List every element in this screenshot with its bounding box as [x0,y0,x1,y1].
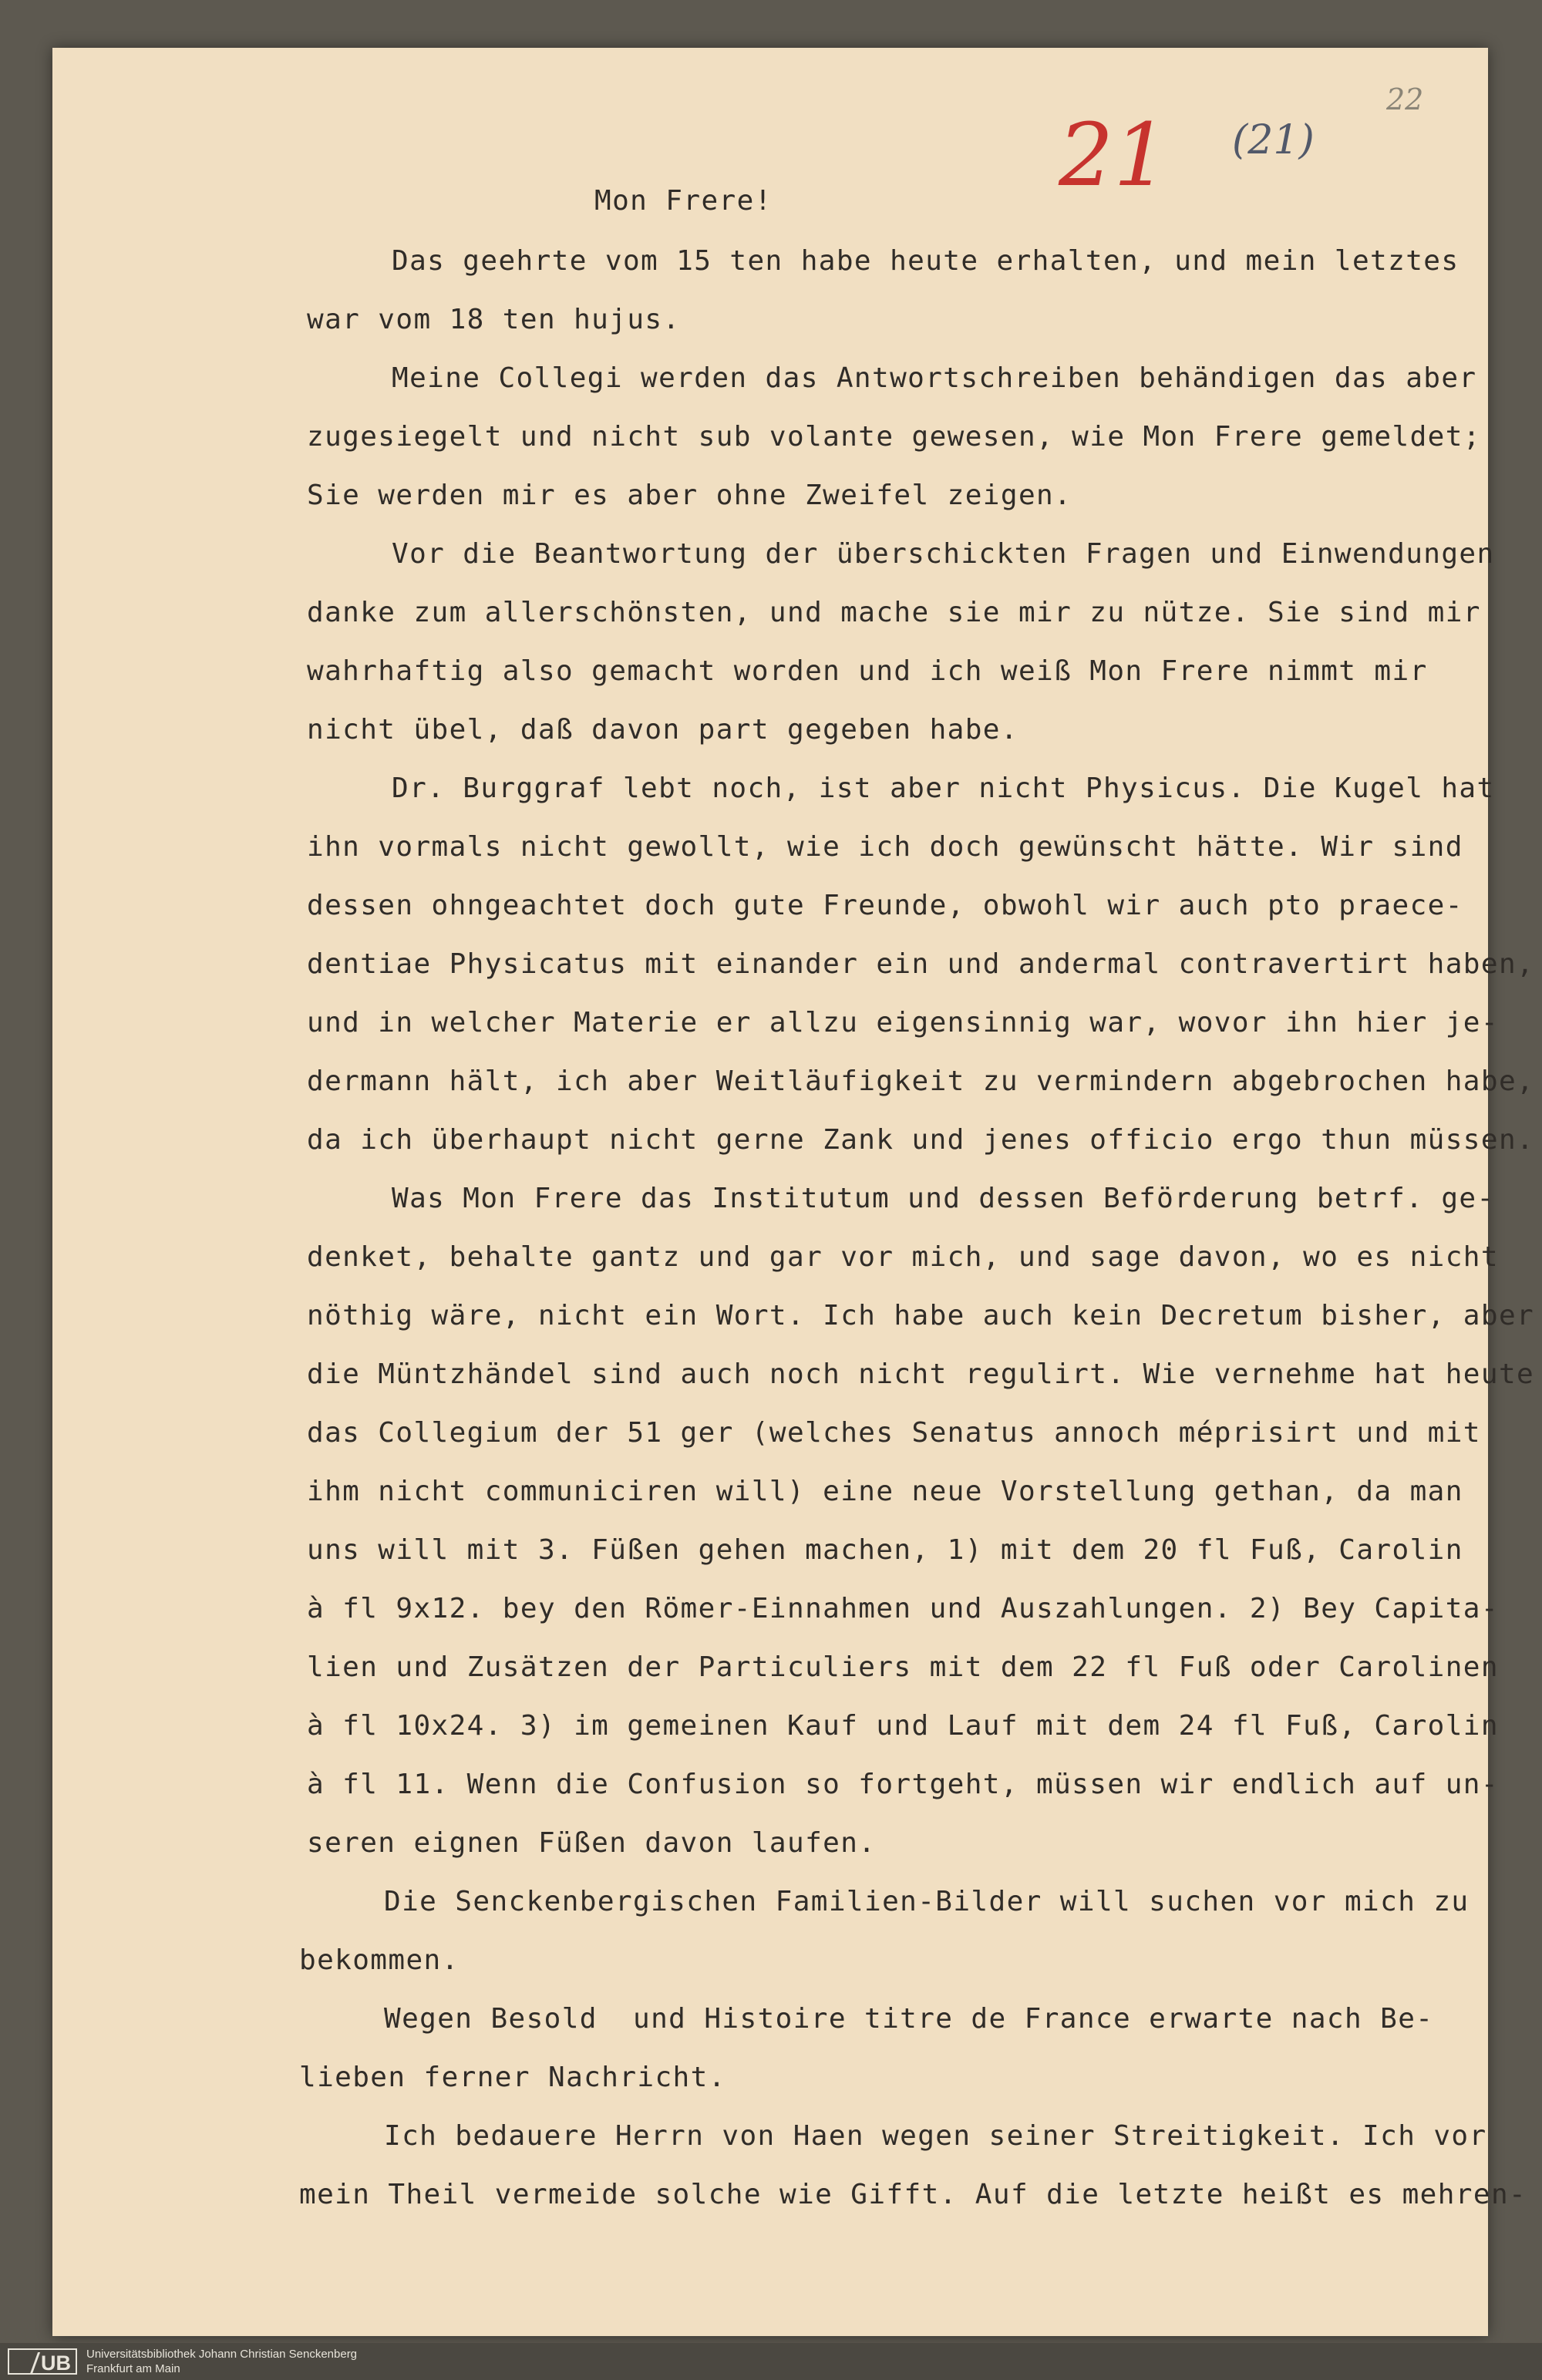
text-line: bekommen. [299,1944,460,1976]
text-line: denket, behalte gantz und gar vor mich, und sage davon, wo es nicht [307,1241,1499,1273]
text-line: Die Senckenbergischen Familien-Bilder will suchen vor mich zu [384,1886,1470,1917]
text-line: Sie werden mir es aber ohne Zweifel zeigen. [307,480,1072,511]
logo-text: UB [41,2351,71,2375]
text-line: wahrhaftig also gemacht worden und ich weiß Mon Frere nimmt mir [307,655,1428,687]
text-line: dessen ohngeachtet doch gute Freunde, obwohl wir auch pto praece- [307,890,1463,921]
ink-folio-number: (21) [1232,117,1315,163]
text-line: nöthig wäre, nicht ein Wort. Ich habe auch kein Decretum bisher, aber [307,1300,1535,1331]
footer-institution: Universitätsbibliothek Johann Christian Senckenberg [86,2348,358,2361]
text-line: Vor die Beantwortung der überschickten Fragen und Einwendungen [392,538,1495,570]
salutation: Mon Frere! [594,185,773,217]
text-line: mein Theil vermeide solche wie Gifft. Auf die letzte heißt es mehren- [299,2179,1527,2210]
text-line: seren eignen Füßen davon laufen. [307,1827,877,1859]
letter-page [52,48,1535,2336]
text-line: Wegen Besold und Histoire titre de France erwarte nach Be- [384,2003,1434,2035]
text-line: dentiae Physicatus mit einander ein und andermal contravertirt haben, [307,948,1535,980]
text-line: das Collegium der 51 ger (welches Senatus annoch méprisirt und mit [307,1417,1481,1449]
text-line: à fl 11. Wenn die Confusion so fortgeht, müssen wir endlich auf un- [307,1769,1499,1800]
text-line: Meine Collegi werden das Antwortschreiben behändigen das aber [392,362,1477,394]
text-line: uns will mit 3. Füßen gehen machen, 1) mit dem 20 fl Fuß, Carolin [307,1534,1463,1566]
text-line: lien und Zusätzen der Particuliers mit dem 22 fl Fuß oder Carolinen [307,1651,1499,1683]
text-line: die Müntzhändel sind auch noch nicht regulirt. Wie vernehme hat heute [307,1358,1535,1390]
text-line: à fl 10x24. 3) im gemeinen Kauf und Lauf mit dem 24 fl Fuß, Carolin [307,1710,1499,1742]
footer-city: Frankfurt am Main [86,2362,180,2375]
text-line: war vom 18 ten hujus. [307,304,681,335]
text-line: Ich bedauere Herrn von Haen wegen seiner Streitigkeit. Ich vor [384,2120,1487,2152]
pencil-folio-number: 22 [1386,82,1424,116]
ub-logo [8,2348,77,2375]
text-line: Was Mon Frere das Institutum und dessen Beförderung betrf. ge- [392,1183,1495,1214]
logo-slash-icon [10,2352,40,2374]
text-line: Das geehrte vom 15 ten habe heute erhalten, und mein letztes [392,245,1460,277]
text-line: danke zum allerschönsten, und mache sie mir zu nütze. Sie sind mir [307,597,1481,628]
text-line: à fl 9x12. bey den Römer-Einnahmen und Auszahlungen. 2) Bey Capita- [307,1593,1499,1624]
text-line: ihn vormals nicht gewollt, wie ich doch gewünscht hätte. Wir sind [307,831,1463,863]
text-line: Dr. Burggraf lebt noch, ist aber nicht Physicus. Die Kugel hat [392,773,1495,804]
text-line: da ich überhaupt nicht gerne Zank und jenes officio ergo thun müssen. [307,1124,1535,1156]
library-footer [0,2343,1542,2380]
text-line: lieben ferner Nachricht. [299,2062,726,2093]
text-line: dermann hält, ich aber Weitläufigkeit zu vermindern abgebrochen habe, [307,1065,1535,1097]
red-folio-number: 21 [1059,106,1169,206]
text-line: ihm nicht communiciren will) eine neue Vorstellung gethan, da man [307,1476,1463,1507]
text-line: nicht übel, daß davon part gegeben habe. [307,714,1018,746]
text-line: zugesiegelt und nicht sub volante gewesen, wie Mon Frere gemeldet; [307,421,1481,453]
text-line: und in welcher Materie er allzu eigensinnig war, wovor ihn hier je- [307,1007,1499,1039]
